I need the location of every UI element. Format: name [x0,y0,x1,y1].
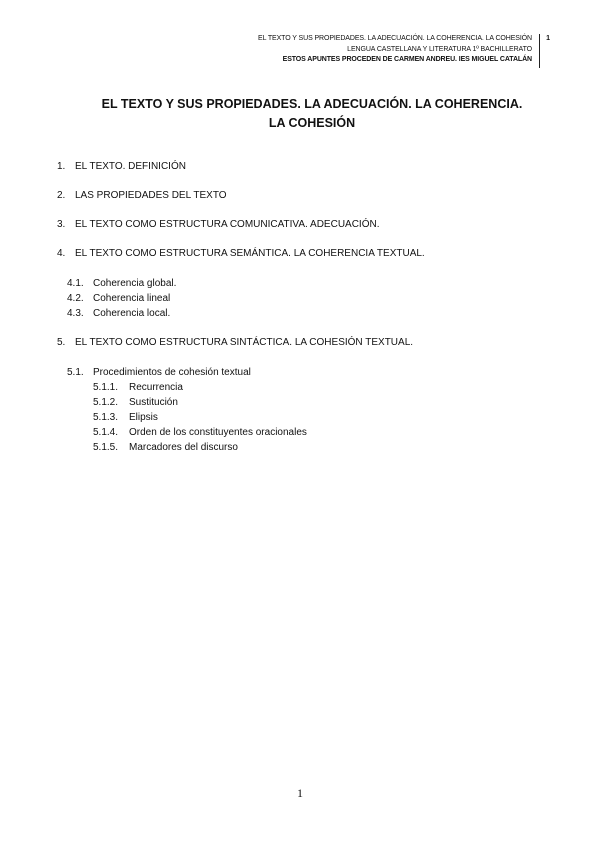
header-course: LENGUA CASTELLANA Y LITERATURA 1º BACHILLERATO [347,45,532,53]
toc-item-4-2 [67,292,170,306]
toc-item-5-1-5 [93,441,238,455]
header-doc-title: EL TEXTO Y SUS PROPIEDADES. LA ADECUACIÓN. LA COHERENCIA. LA COHESIÓN [258,35,532,42]
toc-label: Procedimientos de cohesión textual [93,367,251,378]
toc-number: 5.1.2. [93,397,119,408]
toc-item-5 [57,336,413,350]
toc-number: 5.1.1. [93,382,119,393]
toc-label: EL TEXTO COMO ESTRUCTURA COMUNICATIVA. ADECUACIÓN. [75,219,380,230]
document-title [0,95,600,133]
header-text [258,34,532,66]
toc-label: Coherencia local. [93,308,171,319]
toc-number: 5.1. [67,367,84,378]
toc-label: Orden de los constituyentes oracionales [129,427,307,438]
toc-item-3 [57,218,379,232]
toc-item-5-1-1 [93,381,183,395]
toc-item-5-1-4 [93,426,307,440]
toc-item-4 [57,247,425,261]
toc-label: EL TEXTO COMO ESTRUCTURA SINTÁCTICA. LA COHESIÓN TEXTUAL. [75,337,414,348]
toc-label: EL TEXTO. DEFINICIÓN [75,161,186,172]
toc-number: 5.1.5. [93,442,119,453]
toc-item-5-1-2 [93,396,178,410]
toc-number: 4. [57,248,66,259]
toc-label: Elipsis [129,412,158,423]
toc-number: 5.1.4. [93,427,119,438]
toc-number: 5. [57,337,66,348]
toc-item-4-3 [67,307,170,321]
toc-label: EL TEXTO COMO ESTRUCTURA SEMÁNTICA. LA COHERENCIA TEXTUAL. [75,248,425,259]
toc-number: 3. [57,219,66,230]
header-author-note: ESTOS APUNTES PROCEDEN DE CARMEN ANDREU. IES MIGUEL CATALÁN [282,56,532,63]
toc-item-1 [57,160,186,174]
page-header [190,34,550,68]
toc-number: 4.1. [67,278,84,289]
toc-label: Recurrencia [129,382,183,393]
toc-item-5-1-3 [93,411,158,425]
toc-number: 2. [57,190,66,201]
toc-label: Coherencia global. [93,278,177,289]
title-line-2: LA COHESIÓN [268,116,356,130]
header-divider [539,34,540,68]
toc-number: 5.1.3. [93,412,119,423]
toc-item-4-1 [67,277,176,291]
toc-number: 4.3. [67,308,84,319]
toc-item-5-1 [67,366,251,380]
toc-label: Sustitución [129,397,178,408]
toc-item-2 [57,189,227,203]
toc-label: Coherencia lineal [93,293,171,304]
toc-label: Marcadores del discurso [129,442,238,453]
title-line-1: EL TEXTO Y SUS PROPIEDADES. LA ADECUACIÓN. LA COHERENCIA. [101,97,523,111]
header-page-number: 1 [546,35,550,42]
toc-number: 1. [57,161,66,172]
toc-number: 4.2. [67,293,84,304]
toc-label: LAS PROPIEDADES DEL TEXTO [75,190,227,201]
footer-page-number: 1 [297,786,303,800]
